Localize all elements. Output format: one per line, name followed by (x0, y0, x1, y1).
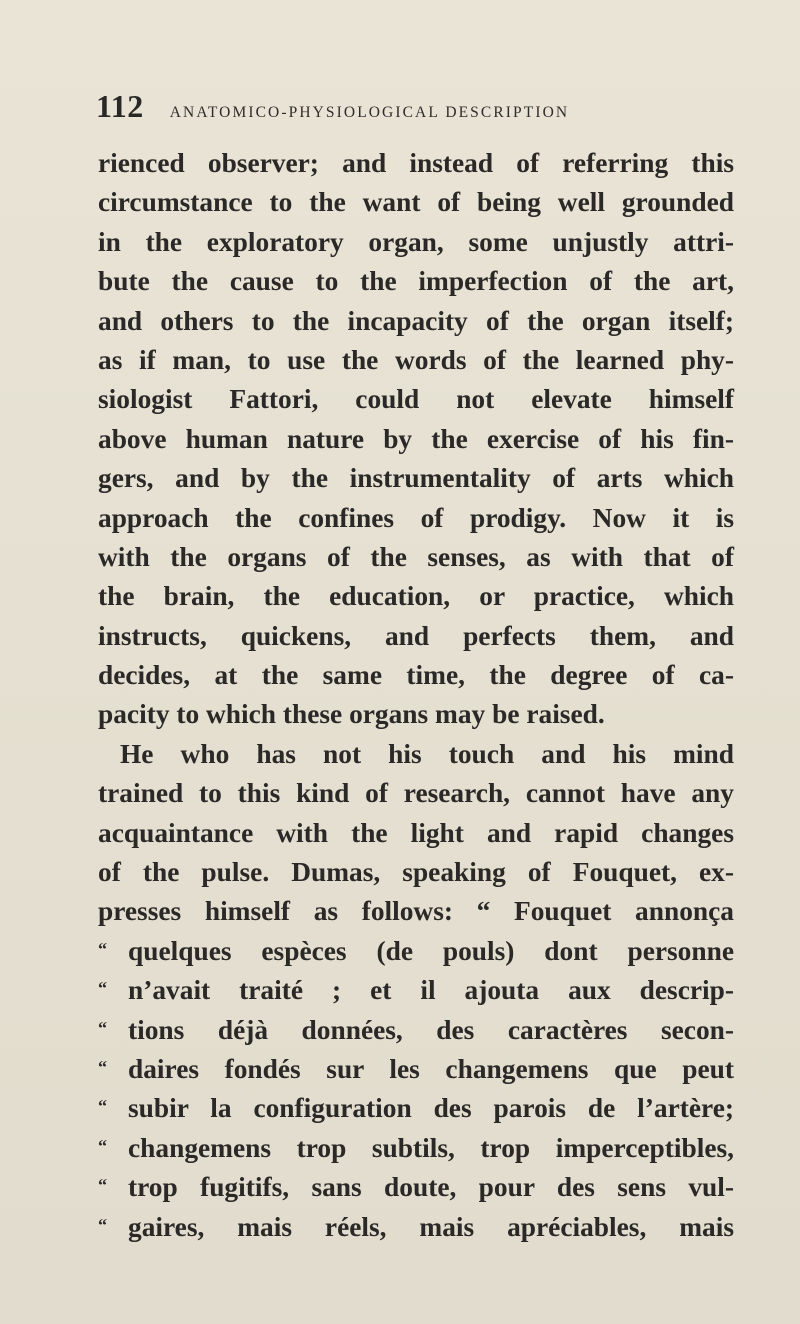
quote-line-text: subir la configuration des parois de l’artère; (128, 1093, 734, 1124)
quote-line (98, 1208, 734, 1247)
quote-line (98, 1129, 734, 1168)
quote-line-text: quelques espèces (de pouls) dont personne (128, 935, 734, 966)
quote-line (98, 1168, 734, 1207)
quote-line (98, 1050, 734, 1089)
quote-mark: “ (98, 938, 107, 959)
paragraph-first-line: He who has not his touch and his mind (120, 738, 734, 769)
text-line: bute the cause to the imperfection of the art, (98, 266, 734, 297)
text-line: with the organs of the senses, as with that of (98, 541, 734, 572)
quote-line-text: trop fugitifs, sans doute, pour des sens vul- (128, 1172, 734, 1203)
text-line: in the exploratory organ, some unjustly attri- (98, 226, 734, 257)
text-line: siologist Fattori, could not elevate himself (98, 384, 734, 415)
quote-line (98, 932, 734, 971)
quote-mark: “ (98, 1096, 107, 1117)
quote-mark: “ (98, 1214, 107, 1235)
quote-mark: “ (98, 1175, 107, 1196)
text-line: gers, and by the instrumentality of arts which (98, 463, 734, 494)
text-line: trained to this kind of research, cannot have any (98, 778, 734, 809)
running-head: ANATOMICO-PHYSIOLOGICAL DESCRIPTION (169, 104, 570, 121)
text-line: acquaintance with the light and rapid changes (98, 817, 734, 848)
text-line: and others to the incapacity of the organ itself; (98, 305, 734, 336)
text-line: presses himself as follows: “ Fouquet annonça (98, 896, 734, 927)
text-line: rienced observer; and instead of referring this (98, 148, 734, 178)
quote-line-text: gaires, mais réels, mais apréciables, mais (128, 1211, 734, 1242)
quote-line (98, 1011, 734, 1050)
text-line: circumstance to the want of being well grounded (98, 187, 734, 218)
page-header (96, 88, 736, 128)
quote-mark: “ (98, 1056, 107, 1077)
quote-line-text: daires fondés sur les changemens que peut (128, 1053, 734, 1084)
text-line: instructs, quickens, and perfects them, and (98, 620, 734, 651)
quote-line-text: n’avait traité ; et il ajouta aux descrip- (128, 975, 734, 1006)
quote-mark: “ (98, 978, 107, 999)
quote-line-text: tions déjà données, des caractères secon- (128, 1014, 734, 1045)
body-text (98, 144, 734, 1247)
page-number: 112 (96, 88, 144, 124)
quote-line (98, 1089, 734, 1128)
text-line: pacity to which these organs may be raised. (98, 699, 605, 730)
quote-line (98, 971, 734, 1010)
text-line: the brain, the education, or practice, which (98, 581, 734, 612)
text-line: above human nature by the exercise of his fin- (98, 423, 734, 454)
quote-mark: “ (98, 1135, 107, 1156)
text-line: as if man, to use the words of the learned phy- (98, 344, 734, 375)
text-line: of the pulse. Dumas, speaking of Fouquet, ex- (98, 857, 734, 888)
quote-mark: “ (98, 1017, 107, 1038)
text-line: approach the confines of prodigy. Now it is (98, 502, 734, 533)
quote-line-text: changemens trop subtils, trop imperceptibles, (128, 1132, 734, 1163)
text-line: decides, at the same time, the degree of ca- (98, 660, 734, 691)
